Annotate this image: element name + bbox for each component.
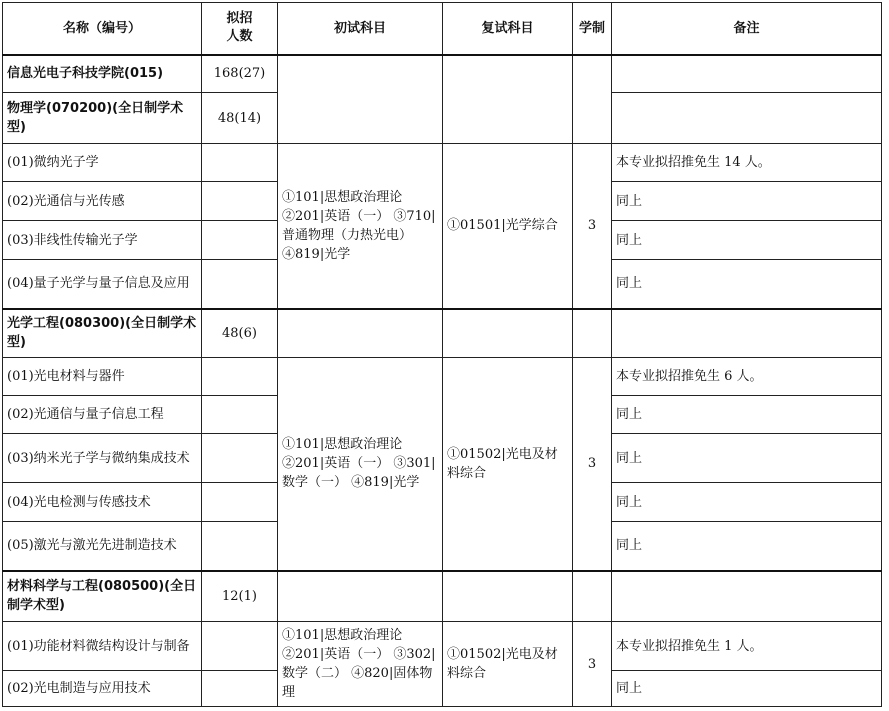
direction-note: 同上 — [612, 434, 882, 483]
study-years: 3 — [573, 622, 612, 707]
header-quota: 拟招人数 — [202, 3, 278, 55]
retest-subjects: ①01501|光学综合 — [443, 144, 573, 309]
direction-note: 同上 — [612, 260, 882, 309]
header-prelim: 初试科目 — [278, 3, 443, 55]
direction-note: 同上 — [612, 221, 882, 260]
direction-note: 同上 — [612, 182, 882, 221]
admission-table — [2, 2, 882, 707]
direction-name: (01)微纳光子学 — [3, 144, 202, 182]
direction-note: 同上 — [612, 522, 882, 571]
study-years: 3 — [573, 144, 612, 309]
major-row — [3, 309, 882, 358]
header-row — [3, 3, 882, 55]
direction-row — [3, 358, 882, 396]
major-name: 物理学(070200)(全日制学术型) — [3, 93, 202, 144]
direction-name: (02)光通信与量子信息工程 — [3, 396, 202, 434]
major-name: 材料科学与工程(080500)(全日制学术型) — [3, 571, 202, 622]
header-retest: 复试科目 — [443, 3, 573, 55]
direction-note: 同上 — [612, 671, 882, 707]
direction-row — [3, 622, 882, 671]
major-quota: 48(14) — [202, 93, 278, 144]
college-quota: 168(27) — [202, 55, 278, 93]
header-name: 名称（编号） — [3, 3, 202, 55]
study-years: 3 — [573, 358, 612, 571]
direction-row — [3, 144, 882, 182]
prelim-subjects: ①101|思想政治理论 ②201|英语（一） ③301|数学（一） ④819|光学 — [278, 358, 443, 571]
direction-name: (02)光通信与光传感 — [3, 182, 202, 221]
prelim-subjects: ①101|思想政治理论 ②201|英语（一） ③710|普通物理（力热光电） ④819|光学 — [278, 144, 443, 309]
direction-name: (02)光电制造与应用技术 — [3, 671, 202, 707]
direction-name: (05)激光与激光先进制造技术 — [3, 522, 202, 571]
direction-note: 本专业拟招推免生 1 人。 — [612, 622, 882, 671]
retest-subjects: ①01502|光电及材料综合 — [443, 358, 573, 571]
college-name: 信息光电子科技学院(015) — [3, 55, 202, 93]
direction-note: 本专业拟招推免生 14 人。 — [612, 144, 882, 182]
direction-name: (03)纳米光子学与微纳集成技术 — [3, 434, 202, 483]
retest-subjects: ①01502|光电及材料综合 — [443, 622, 573, 707]
major-row — [3, 571, 882, 622]
direction-name: (01)功能材料微结构设计与制备 — [3, 622, 202, 671]
direction-name: (01)光电材料与器件 — [3, 358, 202, 396]
header-note: 备注 — [612, 3, 882, 55]
direction-name: (03)非线性传输光子学 — [3, 221, 202, 260]
major-name: 光学工程(080300)(全日制学术型) — [3, 309, 202, 358]
direction-note: 本专业拟招推免生 6 人。 — [612, 358, 882, 396]
college-row — [3, 55, 882, 93]
direction-note: 同上 — [612, 396, 882, 434]
direction-name: (04)光电检测与传感技术 — [3, 483, 202, 522]
direction-note: 同上 — [612, 483, 882, 522]
direction-name: (04)量子光学与量子信息及应用 — [3, 260, 202, 309]
major-quota: 12(1) — [202, 571, 278, 622]
prelim-subjects: ①101|思想政治理论 ②201|英语（一） ③302|数学（二） ④820|固体物理 — [278, 622, 443, 707]
header-years: 学制 — [573, 3, 612, 55]
major-quota: 48(6) — [202, 309, 278, 358]
